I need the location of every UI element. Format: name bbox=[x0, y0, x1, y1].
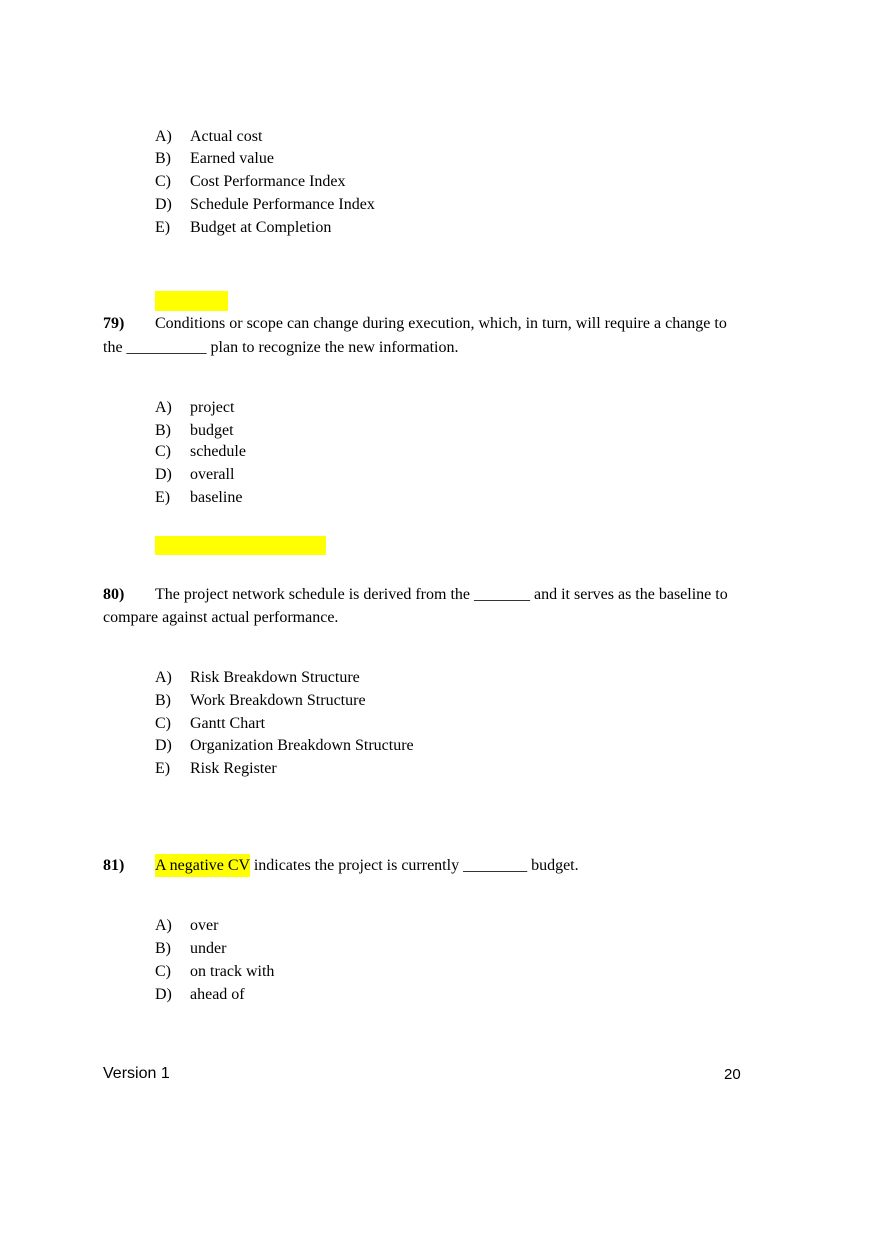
option-text: project bbox=[190, 399, 235, 416]
option-text: Work Breakdown Structure bbox=[190, 692, 366, 709]
option-letter: B) bbox=[155, 940, 171, 957]
option-text: Schedule Performance Index bbox=[190, 196, 375, 213]
footer-version: Version 1 bbox=[103, 1065, 170, 1082]
option-text: overall bbox=[190, 466, 235, 483]
option-text: on track with bbox=[190, 963, 275, 980]
option-letter: C) bbox=[155, 963, 171, 980]
option-letter: D) bbox=[155, 466, 172, 483]
question-text-line: compare against actual performance. bbox=[103, 609, 339, 626]
option-letter: A) bbox=[155, 669, 172, 686]
option-letter: B) bbox=[155, 150, 171, 167]
question-text-line: the __________ plan to recognize the new information. bbox=[103, 339, 459, 356]
option-letter: E) bbox=[155, 219, 171, 236]
option-letter: C) bbox=[155, 715, 171, 732]
option-text: Risk Register bbox=[190, 760, 277, 777]
option-text: Budget at Completion bbox=[190, 219, 332, 236]
option-letter: D) bbox=[155, 986, 172, 1003]
option-letter: C) bbox=[155, 173, 171, 190]
option-letter: A) bbox=[155, 128, 172, 145]
question-text-line bbox=[155, 855, 579, 877]
option-letter: E) bbox=[155, 760, 171, 777]
option-text: schedule bbox=[190, 443, 246, 460]
option-letter: A) bbox=[155, 399, 172, 416]
page-number: 20 bbox=[724, 1066, 741, 1083]
option-text: Risk Breakdown Structure bbox=[190, 669, 360, 686]
option-text: Earned value bbox=[190, 150, 274, 167]
option-letter: A) bbox=[155, 917, 172, 934]
option-letter: B) bbox=[155, 422, 171, 439]
option-text: ahead of bbox=[190, 986, 245, 1003]
option-letter: D) bbox=[155, 737, 172, 754]
option-letter: C) bbox=[155, 443, 171, 460]
option-text: baseline bbox=[190, 489, 243, 506]
question-number: 79) bbox=[103, 315, 125, 332]
highlight-mark bbox=[155, 536, 326, 555]
option-letter: B) bbox=[155, 692, 171, 709]
option-text: under bbox=[190, 940, 227, 957]
option-text: Actual cost bbox=[190, 128, 263, 145]
option-text: Cost Performance Index bbox=[190, 173, 346, 190]
highlight-mark bbox=[155, 291, 228, 311]
option-letter: D) bbox=[155, 196, 172, 213]
option-text: over bbox=[190, 917, 219, 934]
option-text: budget bbox=[190, 422, 234, 439]
question-text-line: The project network schedule is derived from the _______ and it serves as the baseline to bbox=[155, 586, 728, 603]
question-text-rest: indicates the project is currently ________ budget. bbox=[249, 857, 579, 874]
question-number: 80) bbox=[103, 586, 125, 603]
highlighted-phrase: A negative CV bbox=[155, 854, 250, 877]
question-number: 81) bbox=[103, 857, 125, 874]
option-text: Organization Breakdown Structure bbox=[190, 737, 414, 754]
option-letter: E) bbox=[155, 489, 171, 506]
option-text: Gantt Chart bbox=[190, 715, 266, 732]
question-text-line: Conditions or scope can change during execution, which, in turn, will require a change to bbox=[155, 315, 727, 332]
